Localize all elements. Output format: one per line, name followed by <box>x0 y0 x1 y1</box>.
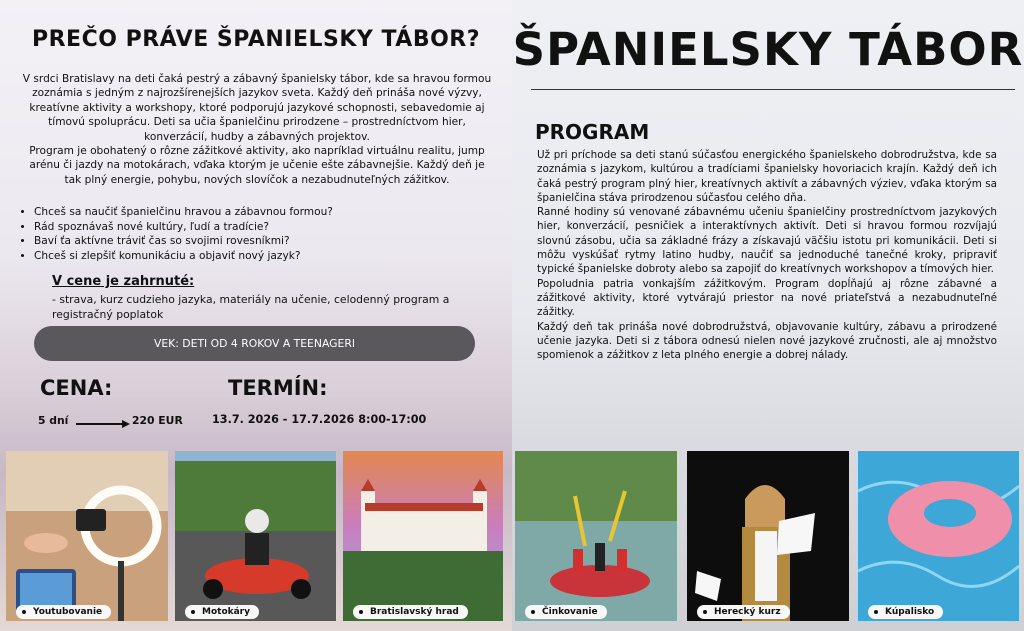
rafting-photo <box>515 451 677 621</box>
castle-photo <box>343 451 503 621</box>
term-heading: TERMÍN: <box>228 376 328 400</box>
intro-paragraph: Program je obohatený o rôzne zážitkové aktivity, ako napríklad virtuálnu realitu, jump arénu či jazdy na motokárach, vďaka ktorým je učenie ešte zábavnejšie. Každý deň je tak plný energie, pohybu, nových slovíčok a nezabudnuteľných zážitkov. <box>29 145 485 186</box>
photo-caption: Motokáry <box>185 605 259 619</box>
photo-caption: Činkovanie <box>525 605 607 619</box>
program-paragraph: Každý deň tak prináša nové dobrodružstvá, objavovanie kultúry, zábavu a prirodzené učenie jazyka. Deti si z tábora odnesú nielen nové jazykové zručnosti, ale aj množstvo spomienok a zážitkov z leta plného energie a dobrej nálady. <box>537 320 997 362</box>
included-heading: V cene je zahrnuté: <box>52 274 195 289</box>
age-label: VEK: DETI OD 4 ROKOV A TEENAGERI <box>153 337 356 350</box>
term-value: 13.7. 2026 - 17.7.2026 8:00-17:00 <box>212 413 427 426</box>
photo-caption: Kúpalisko <box>868 605 943 619</box>
photo-caption: Bratislavský hrad <box>353 605 468 619</box>
price-value: 220 EUR <box>132 414 183 427</box>
photo-caption: Herecký kurz <box>697 605 790 619</box>
main-title: ŠPANIELSKY TÁBOR <box>512 23 1024 76</box>
price-heading: CENA: <box>40 376 113 400</box>
program-paragraph: Popoludnia patria vonkajším zážitkovým. Program dopĺňajú aj rôzne zábavné a zážitkové aktivity, ktoré vytvárajú priestor na nové priateľstvá a nezabudnuteľné zážitky. <box>537 277 997 319</box>
arrow-right-icon <box>76 420 130 428</box>
list-item: • Chceš sa naučiť španielčinu hravou a zábavnou formou? <box>34 205 504 220</box>
list-item: • Rád spoznávaš nové kultúry, ľudí a tradície? <box>34 220 504 235</box>
photo-bratislavsky-hrad <box>343 451 503 621</box>
pool-photo <box>858 451 1019 621</box>
program-paragraph: Ranné hodiny sú venované zábavnému učeniu španielčiny prostredníctvom jazykových hier, konverzácií, pesničiek a interaktívnych aktivít. Deti si hravou formou rozvíjajú slovnú zásobu, učia sa základné frázy a získavajú väčšiu istotu pri komunikácii. Deti si môžu vyskúšať rytmy latino hudby, naučiť sa jednoduché tanečné kroky, pripraviť typické španielske dobroty alebo sa zapojiť do kreatívnych workshopov a tímových hier. <box>537 206 997 276</box>
photo-motokary <box>175 451 336 621</box>
question-list <box>20 205 504 263</box>
why-title: PREČO PRÁVE ŠPANIELSKY TÁBOR? <box>31 27 480 52</box>
photo-herecky-kurz <box>687 451 849 621</box>
price-days: 5 dní <box>38 414 69 427</box>
program-paragraph: Už pri príchode sa deti stanú súčasťou energického španielskeho dobrodružstva, kde sa zoznámia s jazykom, kultúrou a tradíciami španielsky hovoriacich krajín. Každý deň ich čaká pestrý program plný hier, kreatívnych aktivít a zábavných výziev, vďaka ktorým sa španielčina stáva prirodzenou súčasťou celého dňa. <box>537 149 997 204</box>
program-heading: PROGRAM <box>535 120 650 144</box>
photo-youtubovanie <box>6 451 168 621</box>
photo-kupalisko <box>858 451 1019 621</box>
program-text <box>537 148 997 362</box>
title-divider <box>531 89 1015 90</box>
karting-photo <box>175 451 336 621</box>
acting-photo <box>687 451 849 621</box>
list-item: • Chceš si zlepšiť komunikáciu a objaviť nový jazyk? <box>34 249 504 264</box>
list-item: • Baví ťa aktívne tráviť čas so svojimi rovesníkmi? <box>34 234 504 249</box>
intro-paragraph: V srdci Bratislavy na deti čaká pestrý a zábavný španielsky tábor, kde sa hravou formou zoznámia s jedným z najrozšírenejších jazykov sveta. Každý deň prináša nové výzvy, kreatívne aktivity a workshopy, ktoré podporujú jazykové schopnosti, sebavedomie aj tímovú spoluprácu. Deti sa učia španielčinu prirodzene – prostredníctvom hier, konverzácií, hudby a zábavných projektov. <box>22 73 492 143</box>
intro-text <box>22 72 492 187</box>
photo-cinkovanie <box>515 451 677 621</box>
ring-light-photo <box>6 451 168 621</box>
age-badge <box>34 326 475 361</box>
included-text: - strava, kurz cudzieho jazyka, materiály na učenie, celodenný program a registračný poplatok <box>52 293 450 321</box>
photo-caption: Youtubovanie <box>16 605 111 619</box>
